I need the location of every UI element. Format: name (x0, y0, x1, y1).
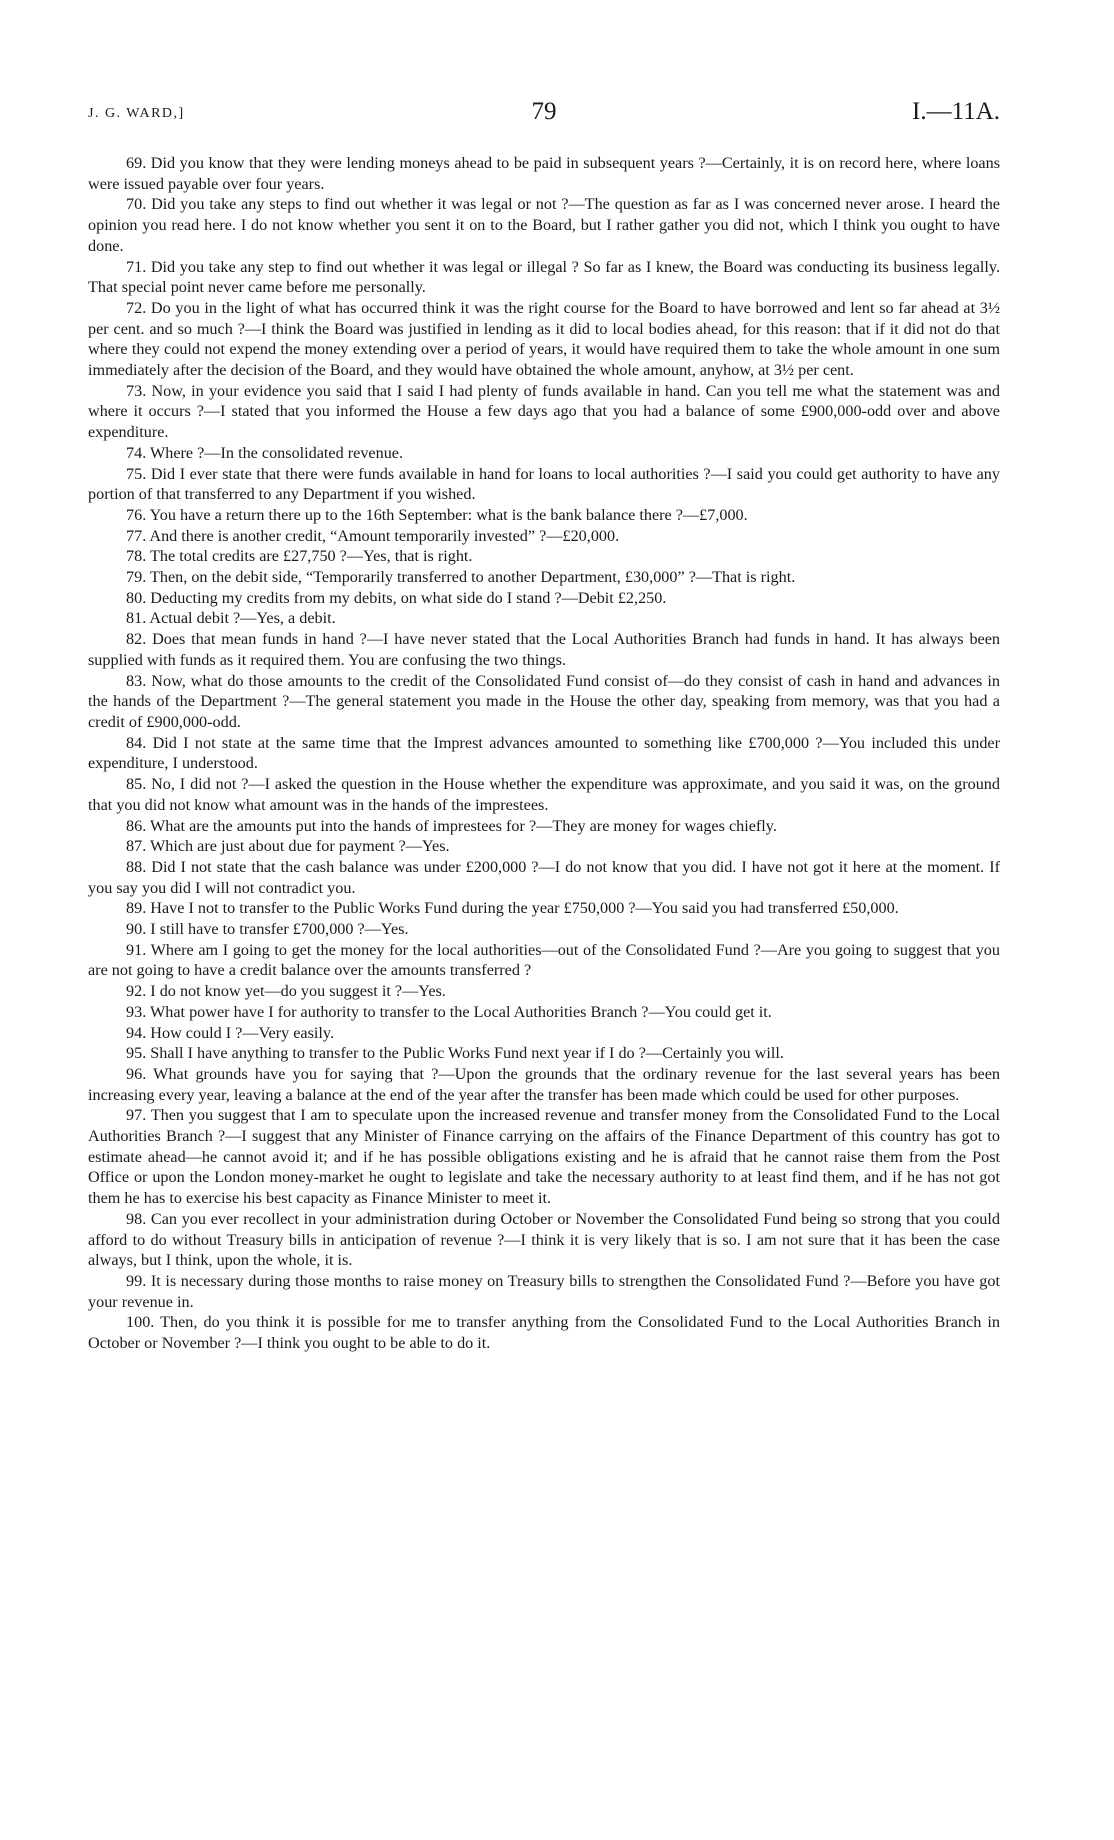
paragraph-87: 87. Which are just about due for payment ?—Yes. (126, 837, 450, 856)
paragraph-98: 98. Can you ever recollect in your administration during October or November the Consolidated Fund being so strong that you could afford to do without Treasury bills in anticipation of revenue ?—I think it is very likely that is so. I am not sure that it has been the case always, but I think, upon the whole, it is. (88, 1209, 1000, 1270)
paragraph-78: 78. The total credits are £27,750 ?—Yes, that is right. (126, 547, 473, 566)
paragraph-85: 85. No, I did not ?—I asked the question in the House whether the expenditure was approximate, and you said it was, on the ground that you did not know what amount was in the hands of the imprestees. (88, 775, 1000, 814)
document-reference: I.—11A. (912, 98, 1000, 125)
paragraph-88: 88. Did I not state that the cash balance was under £200,000 ?—I do not know that you did. I have not got it here at the moment. If you say you did I will not contradict you. (88, 857, 1000, 897)
paragraph-74: 74. Where ?—In the consolidated revenue. (126, 443, 404, 462)
paragraph-91: 91. Where am I going to get the money for the local authorities—out of the Consolidated Fund ?—Are you going to suggest that you are not going to have a credit balance over the amounts transferred ? (88, 940, 1000, 980)
paragraph-86: 86. What are the amounts put into the hands of imprestees for ?—They are money for wages chiefly. (126, 816, 777, 835)
paragraph-97: 97. Then you suggest that I am to speculate upon the increased revenue and transfer money from the Consolidated Fund to the Local Authorities Branch ?—I suggest that any Minister of Finance carrying on the affairs of the Finance Department of this country has got to estimate ahead—he cannot avoid it; and if he has possible obligations existing and he is afraid that he cannot raise them from the Post Office or upon the London money-market he ought to legislate and take the necessary authority to at least find them, and if he has not got them he has to exercise his best capacity as Finance Minister to meet it. (88, 1106, 1000, 1208)
paragraph-76: 76. You have a return there up to the 16th September: what is the bank balance there ?—£7,000. (126, 505, 748, 524)
paragraph-96: 96. What grounds have you for saying that ?—Upon the grounds that the ordinary revenue for the last several years has been increasing every year, leaving a balance at the end of the year after the transfer has been made which could be used for other purposes. (88, 1064, 1000, 1104)
paragraph-82: 82. Does that mean funds in hand ?—I have never stated that the Local Authorities Branch had funds in hand. It has always been supplied with funds as it required them. You are confusing the two things. (88, 630, 1000, 669)
paragraph-75: 75. Did I ever state that there were funds available in hand for loans to local authorities ?—I said you could get authority to have any portion of that transferred to any Department if you wished. (88, 464, 1000, 504)
paragraph-71: 71. Did you take any step to find out whether it was legal or illegal ? So far as I knew, the Board was conducting its business legally. That special point never came before me personally. (88, 257, 1000, 297)
document-body (88, 153, 1000, 1354)
paragraph-95: 95. Shall I have anything to transfer to the Public Works Fund next year if I do ?—Certainly you will. (126, 1044, 784, 1063)
paragraph-73: 73. Now, in your evidence you said that I said I had plenty of funds available in hand. Can you tell me what the statement was and where it occurs ?—I stated that you informed the House a few days ago that you had a balance of some £900,000-odd over and above expenditure. (88, 381, 1000, 442)
paragraph-100: 100. Then, do you think it is possible for me to transfer anything from the Consolidated Fund to the Local Authorities Branch in October or November ?—I think you ought to be able to do it. (88, 1313, 1000, 1353)
paragraph-77: 77. And there is another credit, “Amount temporarily invested” ?—£20,000. (126, 526, 620, 545)
paragraph-69: 69. Did you know that they were lending moneys ahead to be paid in subsequent years ?—Certainly, it is on record here, where loans were issued payable over four years. (88, 154, 1000, 193)
paragraph-83: 83. Now, what do those amounts to the credit of the Consolidated Fund consist of—do they consist of cash in hand and advances in the hands of the Department ?—The general statement you made in the House the other day, speaking from memory, was that you had a credit of £900,000-odd. (88, 671, 1000, 731)
paragraph-79: 79. Then, on the debit side, “Temporarily transferred to another Department, £30,000” ?—That is right. (126, 568, 796, 587)
paragraph-93: 93. What power have I for authority to transfer to the Local Authorities Branch ?—You could get it. (126, 1002, 772, 1021)
paragraph-81: 81. Actual debit ?—Yes, a debit. (126, 609, 336, 628)
page-header (88, 98, 1000, 134)
paragraph-89: 89. Have I not to transfer to the Public Works Fund during the year £750,000 ?—You said you had transferred £50,000. (126, 899, 899, 918)
paragraph-94: 94. How could I ?—Very easily. (126, 1023, 334, 1042)
witness-name: J. G. WARD,] (88, 106, 185, 121)
paragraph-84: 84. Did I not state at the same time that the Imprest advances amounted to something like £700,000 ?—You included this under expenditure, I understood. (88, 733, 1000, 773)
paragraph-90: 90. I still have to transfer £700,000 ?—Yes. (126, 920, 409, 939)
paragraph-92: 92. I do not know yet—do you suggest it ?—Yes. (126, 982, 446, 1001)
paragraph-70: 70. Did you take any steps to find out whether it was legal or not ?—The question as far as I was concerned never arose. I heard the opinion you read here. I do not know whether you sent it on to the Board, but I rather gather you did not, which I think you ought to have done. (88, 195, 1000, 255)
page-number: 79 (531, 98, 557, 125)
paragraph-80: 80. Deducting my credits from my debits, on what side do I stand ?—Debit £2,250. (126, 588, 667, 607)
paragraph-72: 72. Do you in the light of what has occurred think it was the right course for the Board to have borrowed and lent so far ahead at 3½ per cent. and so much ?—I think the Board was justified in lending as it did to local bodies ahead, for this reason: that if it did not do that where they could not expend the money extending over a period of years, it would have required them to take the whole amount in one sum immediately after the decision of the Board, and they would have obtained the whole amount, anyhow, at 3½ per cent. (88, 298, 1000, 380)
paragraph-99: 99. It is necessary during those months to raise money on Treasury bills to strengthen the Consolidated Fund ?—Before you have got your revenue in. (88, 1271, 1000, 1311)
